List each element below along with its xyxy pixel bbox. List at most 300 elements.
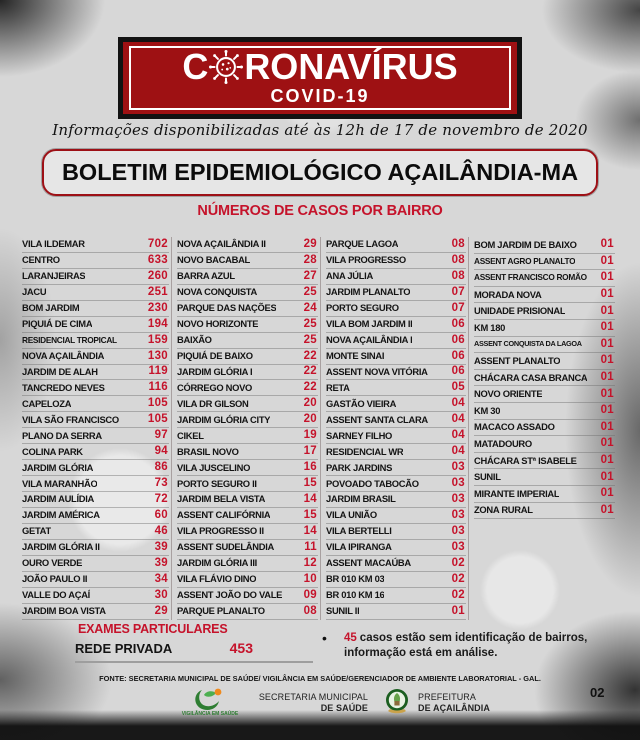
bairro-name: PARQUE LAGOA xyxy=(326,238,399,250)
bairro-count: 20 xyxy=(303,413,317,426)
table-row xyxy=(326,460,466,476)
bairro-name: NOVA CONQUISTA xyxy=(177,286,257,298)
note-count: 45 xyxy=(344,632,357,644)
bairro-count: 01 xyxy=(600,238,614,251)
table-row xyxy=(22,540,169,556)
table-row xyxy=(177,349,318,365)
table-row xyxy=(326,508,466,524)
bairro-count: 14 xyxy=(303,492,317,505)
table-row xyxy=(474,436,615,453)
table-row xyxy=(326,365,466,381)
bairro-name: CENTRO xyxy=(22,254,60,266)
bairro-count: 08 xyxy=(451,253,465,266)
table-row xyxy=(474,270,615,287)
secretaria-line1: SECRETARIA MUNICIPAL xyxy=(258,692,368,702)
table-row xyxy=(22,444,169,460)
bullet-icon: • xyxy=(322,630,327,646)
bairro-count: 02 xyxy=(451,556,465,569)
bairro-count: 08 xyxy=(303,604,317,617)
table-row xyxy=(177,396,318,412)
table-row xyxy=(177,460,318,476)
table-row xyxy=(177,365,318,381)
bairro-name: RETA xyxy=(326,381,350,393)
bairro-count: 130 xyxy=(147,349,168,362)
note-body: casos estão sem identificação de bairros, informação está em análise. xyxy=(344,632,588,659)
bairro-count: 194 xyxy=(147,317,168,330)
bairro-name: ASSENT JOÃO DO VALE xyxy=(177,589,283,601)
table-row xyxy=(177,269,318,285)
table-row xyxy=(474,337,615,354)
table-row xyxy=(326,349,466,365)
bairro-name: VILA PROGRESSO II xyxy=(177,525,264,537)
table-row xyxy=(22,524,169,540)
bairro-name: JARDIM GLÓRIA I xyxy=(177,365,253,377)
bairro-name: JOÃO PAULO II xyxy=(22,573,88,585)
bairro-name: NOVA AÇAILÂNDIA II xyxy=(177,238,266,250)
bairro-name: COLINA PARK xyxy=(22,445,83,457)
bairro-count: 14 xyxy=(303,524,317,537)
bairro-count: 02 xyxy=(451,572,465,585)
note-text xyxy=(344,631,624,661)
bairro-name: JARDIM AULÍDIA xyxy=(22,493,95,505)
bairro-count: 24 xyxy=(303,301,317,314)
bairro-name: ASSENT SANTA CLARA xyxy=(326,413,428,425)
secretaria-line2: DE SAÚDE xyxy=(320,703,368,714)
bairro-count: 01 xyxy=(600,337,614,350)
bairro-count: 07 xyxy=(451,285,465,298)
bairro-count: 06 xyxy=(451,317,465,330)
table-row xyxy=(177,428,318,444)
bairro-name: ASSENT MACAÚBA xyxy=(326,557,411,569)
bairro-count: 15 xyxy=(303,508,317,521)
bairro-count: 105 xyxy=(147,397,168,410)
bairro-count: 06 xyxy=(451,349,465,362)
bairro-count: 94 xyxy=(154,445,168,458)
bairro-count: 72 xyxy=(154,492,168,505)
table-row xyxy=(177,333,318,349)
table-row xyxy=(22,301,169,317)
table-row xyxy=(22,572,169,588)
table-row xyxy=(326,428,466,444)
table-row xyxy=(177,444,318,460)
column-divider xyxy=(320,237,321,620)
bairro-name: NOVO ORIENTE xyxy=(474,388,543,400)
bairro-column-2 xyxy=(177,237,318,620)
bairro-name: SUNIL II xyxy=(326,605,360,617)
table-row xyxy=(177,380,318,396)
prefeitura-line2: DE AÇAILÂNDIA xyxy=(418,703,490,714)
secretaria-label xyxy=(236,692,368,715)
bairro-name: ASSENT AGRO PLANALTO xyxy=(474,255,576,266)
bairro-count: 20 xyxy=(303,397,317,410)
bairro-count: 22 xyxy=(303,349,317,362)
table-row xyxy=(177,237,318,253)
table-row xyxy=(22,428,169,444)
analysis-note xyxy=(322,631,624,661)
bairro-name: NOVA AÇAILÂNDIA I xyxy=(326,334,413,346)
vigilancia-label: VIGILÂNCIA EM SAÚDE xyxy=(181,711,239,717)
bairro-name: OURO VERDE xyxy=(22,557,83,569)
bairro-name: POVOADO TABOCÃO xyxy=(326,477,419,489)
bairro-name: CHÁCARA CASA BRANCA xyxy=(474,371,588,383)
bairro-name: JARDIM GLÓRIA III xyxy=(177,557,257,569)
table-row xyxy=(326,317,466,333)
table-row xyxy=(474,320,615,337)
bairro-count: 34 xyxy=(154,572,168,585)
table-row xyxy=(177,604,318,620)
banner-inner xyxy=(129,46,511,110)
bairro-name: ASSENT PLANALTO xyxy=(474,354,561,366)
table-row xyxy=(326,301,466,317)
bairro-name: VILA DR GILSON xyxy=(177,397,249,409)
bairro-count: 01 xyxy=(600,288,614,301)
table-row xyxy=(22,460,169,476)
bairro-name: SUNIL xyxy=(474,471,501,483)
bairro-count: 02 xyxy=(451,588,465,601)
bairro-count: 01 xyxy=(600,321,614,334)
bairro-name: TANCREDO NEVES xyxy=(22,381,105,393)
bairro-count: 159 xyxy=(147,333,168,346)
table-row xyxy=(474,486,615,503)
bairro-name: JARDIM GLÓRIA CITY xyxy=(177,413,271,425)
bairro-count: 97 xyxy=(154,429,168,442)
bairro-count: 86 xyxy=(154,461,168,474)
table-row xyxy=(326,412,466,428)
table-row xyxy=(326,253,466,269)
info-date-line: Informações disponibilizadas até às 12h de 17 de novembro de 2020 xyxy=(52,121,588,139)
bairro-count: 04 xyxy=(451,397,465,410)
table-row xyxy=(326,333,466,349)
bairro-count: 09 xyxy=(303,588,317,601)
table-row xyxy=(326,476,466,492)
bairro-name: JARDIM GLÓRIA xyxy=(22,461,94,473)
bairro-name: JARDIM BOA VISTA xyxy=(22,605,106,617)
bairro-name: VILA PROGRESSO xyxy=(326,254,406,266)
bairro-count: 105 xyxy=(147,413,168,426)
table-row xyxy=(22,317,169,333)
table-row xyxy=(177,540,318,556)
bairro-count: 01 xyxy=(600,354,614,367)
bairro-name: CIKEL xyxy=(177,429,204,441)
bairro-name: BR 010 KM 16 xyxy=(326,589,385,601)
table-row xyxy=(177,492,318,508)
exams-heading: EXAMES PARTICULARES xyxy=(78,622,228,636)
bairro-count: 01 xyxy=(600,437,614,450)
table-row xyxy=(22,349,169,365)
bairro-name: RESIDENCIAL WR xyxy=(326,445,404,457)
bairro-name: PARQUE PLANALTO xyxy=(177,605,265,617)
bairro-count: 30 xyxy=(154,588,168,601)
bairro-count: 03 xyxy=(451,524,465,537)
bairro-name: BOM JARDIM xyxy=(22,302,80,314)
bairro-name: PARK JARDINS xyxy=(326,461,393,473)
bairro-count: 15 xyxy=(303,477,317,490)
table-row xyxy=(22,588,169,604)
bairro-name: ASSENT SUDELÂNDIA xyxy=(177,541,274,553)
coronavirus-banner xyxy=(118,37,522,119)
bairro-name: SARNEY FILHO xyxy=(326,429,393,441)
bairro-count: 119 xyxy=(148,365,168,378)
table-row xyxy=(177,476,318,492)
virus-icon xyxy=(209,50,243,84)
bairro-count: 22 xyxy=(303,381,317,394)
table-row xyxy=(474,370,615,387)
bairro-count: 60 xyxy=(154,508,168,521)
bairro-name: CAPELOZA xyxy=(22,397,72,409)
bairro-name: RESIDENCIAL TROPICAL xyxy=(22,334,117,345)
table-row xyxy=(474,453,615,470)
bairro-name: JARDIM BELA VISTA xyxy=(177,493,266,505)
bairro-name: JARDIM GLÓRIA II xyxy=(22,541,100,553)
bairro-count: 03 xyxy=(451,492,465,505)
table-row xyxy=(177,301,318,317)
bairro-name: VILA UNIÃO xyxy=(326,509,377,521)
bairro-name: MONTE SINAI xyxy=(326,350,385,362)
table-row xyxy=(326,492,466,508)
table-row xyxy=(326,540,466,556)
bairro-count: 06 xyxy=(451,365,465,378)
brand-suffix: RONAVÍRUS xyxy=(244,46,458,87)
table-row xyxy=(474,469,615,486)
table-row xyxy=(22,556,169,572)
bairro-name: BARRA AZUL xyxy=(177,270,235,282)
table-row xyxy=(474,503,615,520)
table-row xyxy=(177,588,318,604)
table-row xyxy=(326,396,466,412)
table-row xyxy=(177,556,318,572)
bairro-name: ASSENT FRANCISCO ROMÃO xyxy=(474,272,587,283)
table-row xyxy=(177,572,318,588)
bairro-name: MATADOURO xyxy=(474,437,532,449)
table-row xyxy=(22,476,169,492)
table-row xyxy=(326,588,466,604)
bairro-count: 25 xyxy=(303,317,317,330)
bairro-count: 17 xyxy=(303,445,317,458)
bairro-count: 07 xyxy=(451,301,465,314)
bairro-count: 116 xyxy=(148,381,168,394)
table-row xyxy=(474,287,615,304)
bairro-count: 230 xyxy=(147,301,168,314)
bairro-count: 01 xyxy=(600,420,614,433)
table-row xyxy=(474,353,615,370)
table-row xyxy=(22,253,169,269)
bairro-count: 27 xyxy=(303,269,317,282)
prefeitura-label xyxy=(418,692,538,715)
bairro-name: VILA ILDEMAR xyxy=(22,238,85,250)
bairro-name: VALLE DO AÇAÍ xyxy=(22,589,90,601)
table-row xyxy=(22,237,169,253)
bairro-name: MACACO ASSADO xyxy=(474,421,555,433)
bairro-count: 04 xyxy=(451,429,465,442)
table-row xyxy=(474,254,615,271)
prefeitura-line1: PREFEITURA xyxy=(418,692,477,702)
bairro-name: ZONA RURAL xyxy=(474,504,533,516)
table-row xyxy=(177,285,318,301)
bairro-count: 01 xyxy=(600,454,614,467)
bairro-name: BAIXÃO xyxy=(177,334,212,346)
bairro-name: UNIDADE PRISIONAL xyxy=(474,305,566,317)
brand-prefix: C xyxy=(182,46,209,87)
exams-row xyxy=(75,640,313,663)
bairro-name: PIQUIÁ DE CIMA xyxy=(22,318,93,330)
table-row xyxy=(22,412,169,428)
bairro-count: 73 xyxy=(154,477,168,490)
bairro-count: 22 xyxy=(303,365,317,378)
bairro-column-4 xyxy=(474,237,615,519)
bairro-count: 01 xyxy=(600,487,614,500)
bairro-count: 39 xyxy=(154,556,168,569)
table-row xyxy=(177,508,318,524)
bairro-name: JARDIM BRASIL xyxy=(326,493,396,505)
table-row xyxy=(326,285,466,301)
bairro-name: BOM JARDIM DE BAIXO xyxy=(474,238,577,250)
bairro-name: NOVO BACABAL xyxy=(177,254,250,266)
bairro-count: 28 xyxy=(303,253,317,266)
bairro-count: 19 xyxy=(303,429,317,442)
bairro-name: JARDIM PLANALTO xyxy=(326,286,411,298)
bairro-name: MORADA NOVA xyxy=(474,288,542,300)
bulletin-title-box xyxy=(42,149,598,196)
bairro-count: 251 xyxy=(147,285,168,298)
column-divider xyxy=(468,237,469,620)
bairro-count: 16 xyxy=(303,461,317,474)
table-row xyxy=(22,365,169,381)
table-row xyxy=(326,237,466,253)
bairro-count: 01 xyxy=(600,404,614,417)
bairro-name: NOVA AÇAILÂNDIA xyxy=(22,350,105,362)
bairro-count: 260 xyxy=(147,269,168,282)
bairro-column-1 xyxy=(22,237,169,620)
bairro-name: JARDIM DE ALAH xyxy=(22,365,98,377)
bairro-count: 46 xyxy=(154,524,168,537)
bairro-count: 01 xyxy=(600,387,614,400)
bairro-name: VILA JUSCELINO xyxy=(177,461,251,473)
bairro-count: 08 xyxy=(451,237,465,250)
bairro-count: 03 xyxy=(451,508,465,521)
bairro-name: GASTÃO VIEIRA xyxy=(326,397,397,409)
bairro-name: BRASIL NOVO xyxy=(177,445,239,457)
bairro-count: 29 xyxy=(154,604,168,617)
bairro-name: PARQUE DAS NAÇÕES xyxy=(177,302,277,314)
table-row xyxy=(22,508,169,524)
bairro-name: ASSENT CALIFÓRNIA xyxy=(177,509,271,521)
bairro-count: 29 xyxy=(303,237,317,250)
prefeitura-logo xyxy=(382,687,412,717)
table-row xyxy=(474,403,615,420)
bairro-count: 01 xyxy=(600,503,614,516)
bairro-name: KM 30 xyxy=(474,404,501,416)
table-row xyxy=(474,303,615,320)
banner-red-frame xyxy=(123,42,517,114)
bairro-count: 12 xyxy=(303,556,317,569)
bairro-count: 01 xyxy=(600,254,614,267)
bairro-name: ASSENT CONQUISTA DA LAGOA xyxy=(474,339,582,349)
table-row xyxy=(474,237,615,254)
bairro-name: VILA BOM JARDIM II xyxy=(326,318,413,330)
bairro-name: ASSENT NOVA VITÓRIA xyxy=(326,365,428,377)
table-row xyxy=(22,396,169,412)
bairro-name: LARANJEIRAS xyxy=(22,270,86,282)
bairro-name: JARDIM AMÉRICA xyxy=(22,509,100,521)
bairro-count: 01 xyxy=(451,604,465,617)
bairro-name: ANA JÚLIA xyxy=(326,270,373,282)
bairro-count: 39 xyxy=(154,540,168,553)
table-row xyxy=(474,386,615,403)
source-line: FONTE: SECRETARIA MUNICIPAL DE SAÚDE/ VIGILÂNCIA EM SAÚDE/GERENCIADOR DE AMBIENTE LABORATORIAL - GAL. xyxy=(99,674,541,683)
bairro-count: 03 xyxy=(451,461,465,474)
bairro-count: 01 xyxy=(600,371,614,384)
bairro-name: KM 180 xyxy=(474,321,506,333)
section-heading: NÚMEROS DE CASOS POR BAIRRO xyxy=(197,203,443,219)
bairro-count: 633 xyxy=(147,253,168,266)
table-row xyxy=(326,572,466,588)
bairro-count: 01 xyxy=(600,271,614,284)
table-row xyxy=(326,444,466,460)
bairro-count: 01 xyxy=(600,470,614,483)
bairro-count: 08 xyxy=(451,269,465,282)
bairro-name: NOVO HORIZONTE xyxy=(177,318,259,330)
table-row xyxy=(326,269,466,285)
bairro-count: 01 xyxy=(600,304,614,317)
bairro-name: JACU xyxy=(22,286,47,298)
bairro-count: 25 xyxy=(303,333,317,346)
bairro-name: PORTO SEGURO II xyxy=(177,477,257,489)
table-row xyxy=(22,333,169,349)
column-divider xyxy=(171,237,172,620)
bairro-name: VILA SÃO FRANCISCO xyxy=(22,413,119,425)
bairro-count: 06 xyxy=(451,333,465,346)
bairro-name: MIRANTE IMPERIAL xyxy=(474,487,560,499)
page-number: 02 xyxy=(590,685,605,700)
bairro-count: 04 xyxy=(451,445,465,458)
bairro-name: VILA FLÁVIO DINO xyxy=(177,573,257,585)
table-row xyxy=(22,380,169,396)
table-row xyxy=(177,253,318,269)
bairro-count: 03 xyxy=(451,477,465,490)
bairro-count: 05 xyxy=(451,381,465,394)
bairro-name: VILA IPIRANGA xyxy=(326,541,392,553)
bairro-name: CHÁCARA STª ISABELE xyxy=(474,454,577,466)
table-row xyxy=(326,604,466,620)
table-row xyxy=(177,524,318,540)
table-row xyxy=(326,524,466,540)
exams-value: 453 xyxy=(229,640,253,656)
table-row xyxy=(22,269,169,285)
table-row xyxy=(326,556,466,572)
exams-label: REDE PRIVADA xyxy=(75,641,173,656)
table-row xyxy=(22,492,169,508)
table-row xyxy=(474,420,615,437)
bairro-name: PIQUIÁ DE BAIXO xyxy=(177,350,253,362)
bairro-count: 25 xyxy=(303,285,317,298)
vigilancia-logo xyxy=(192,687,230,713)
table-row xyxy=(22,285,169,301)
brand-title xyxy=(182,46,458,87)
bairro-count: 702 xyxy=(147,237,168,250)
table-row xyxy=(22,604,169,620)
bairro-count: 11 xyxy=(304,540,317,553)
bairro-name: VILA MARANHÃO xyxy=(22,477,98,489)
bairro-column-3 xyxy=(326,237,466,620)
bairro-name: PORTO SEGURO xyxy=(326,302,399,314)
table-row xyxy=(177,412,318,428)
bairro-count: 10 xyxy=(303,572,317,585)
bairro-name: BR 010 KM 03 xyxy=(326,573,385,585)
bairro-name: VILA BERTELLI xyxy=(326,525,392,537)
bairro-count: 04 xyxy=(451,413,465,426)
bairro-name: GETAT xyxy=(22,525,51,537)
bairro-name: CÓRREGO NOVO xyxy=(177,381,253,393)
